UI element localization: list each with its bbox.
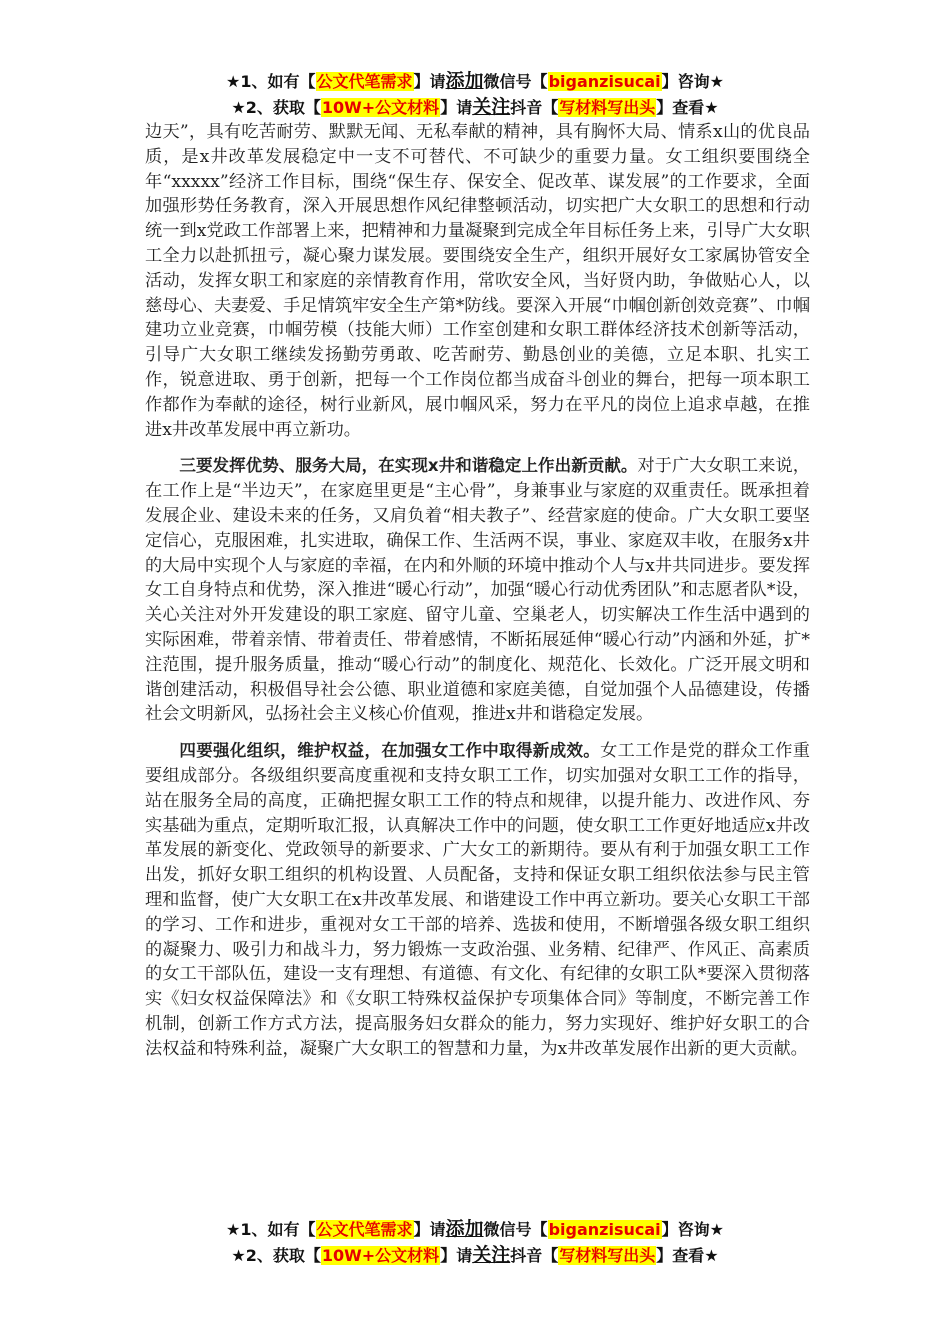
- banner-text: 微信号【: [483, 72, 548, 91]
- banner-text: ★2、获取【: [231, 1246, 321, 1265]
- banner-text: 】请: [440, 98, 473, 117]
- banner-text: 】请: [413, 72, 446, 91]
- document-body: [145, 120, 810, 1061]
- banner-text: 微信号【: [483, 1220, 548, 1239]
- banner-text: ★1、如有【: [226, 1220, 316, 1239]
- paragraph-2-lead: 三要发挥优势、服务大局，在实现x井和谐稳定上作出新贡献。: [179, 456, 638, 476]
- paragraph-3-text: 女工工作是党的群众工作重要组成部分。各级组织要高度重视和支持女职工工作，切实加强对女职工工作的指导，站在服务全局的高度，正确把握女职工工作的特点和规律，以提升能力、改进作风、夯实基础为重点，定期听取汇报，认真解决工作中的问题，使女职工工作更好地适应x井改革发展的新变化、党政领导的新要求、广大女工的新期待。要从有利于加强女职工工作出发，抓好女职工组织的机构设置、人员配备，支持和保证女职工组织依法参与民主管理和监督，使广大女职工在x井改革发展、和谐建设工作中再立新功。要关心女职工干部的学习、工作和进步，重视对女工干部的培养、选拔和使用，不断增强各级女职工组织的凝聚力、吸引力和战斗力，努力锻炼一支政治强、业务精、纪律严、作风正、高素质的女工干部队伍，建设一支有理想、有道德、有文化、有纪律的女职工队*要深入贯彻落实《妇女权益保障法》和《女职工特殊权益保护专项集体合同》等制度，不断完善工作机制，创新工作方式方法，提高服务妇女群众的能力，努力实现好、维护好女职工的合法权益和特殊利益，凝聚广大女职工的智慧和力量，为x井改革发展作出新的更大贡献。: [145, 741, 810, 1059]
- paragraph-3-lead: 四要强化组织，维护权益，在加强女工作中取得新成效。: [179, 741, 601, 761]
- banner-text: 抖音【: [510, 98, 559, 117]
- banner-text: 】咨询★: [661, 72, 724, 91]
- banner-highlight-douyin: 写材料写出头: [559, 98, 656, 117]
- banner-highlight-materials: 10W+公文材料: [321, 1246, 440, 1265]
- banner-highlight-wechat-id: biganzisucai: [548, 1220, 661, 1239]
- banner-highlight-wechat-id: biganzisucai: [548, 72, 661, 91]
- banner-text: 抖音【: [510, 1246, 559, 1265]
- banner-emphasis: 添加: [445, 70, 484, 92]
- banner-text: ★1、如有【: [226, 72, 316, 91]
- paragraph-3: [145, 739, 810, 1061]
- banner-highlight-service: 公文代笔需求: [316, 72, 413, 91]
- paragraph-1: 边天”，具有吃苦耐劳、默默无闻、无私奉献的精神，具有胸怀大局、情系x山的优良品质，是x井改革发展稳定中一支不可替代、不可缺少的重要力量。女工组织要围绕全年“xxxxx”经济工作目标，围绕“保生存、保安全、促改革、谋发展”的工作要求，全面加强形势任务教育，深入开展思想作风纪律整顿活动，切实把广大女职工的思想和行动统一到x党政工作部署上来，把精神和力量凝聚到完成全年目标任务上来，引导广大女职工全力以赴抓扭亏，凝心聚力谋发展。要围绕安全生产，组织开展好女工家属协管安全活动，发挥女职工和家庭的亲情教育作用，常吹安全风，当好贤内助，争做贴心人，以慈母心、夫妻爱、手足情筑牢安全生产第*防线。要深入开展“巾帼创新创效竞赛”、巾帼建功立业竞赛，巾帼劳模（技能大师）工作室创建和女职工群体经济技术创新等活动，引导广大女职工继续发扬勤劳勇敢、吃苦耐劳、勤恳创业的美德，立足本职、扎实工作，锐意进取、勇于创新，把每一个工作岗位都当成奋斗创业的舞台，把每一项本职工作都作为奉献的途径，树行业新风，展巾帼风采，努力在平凡的岗位上追求卓越，在推进x井改革发展中再立新功。: [145, 122, 810, 440]
- paragraph-2: [145, 454, 810, 727]
- banner-emphasis: 添加: [445, 1218, 484, 1240]
- top-banner-line-2: [0, 94, 950, 121]
- banner-emphasis: 关注: [472, 96, 511, 118]
- banner-text: ★2、获取【: [231, 98, 321, 117]
- banner-highlight-service: 公文代笔需求: [316, 1220, 413, 1239]
- top-banner-line-1: [0, 68, 950, 95]
- banner-text: 】查看★: [656, 98, 719, 117]
- banner-highlight-douyin: 写材料写出头: [559, 1246, 656, 1265]
- bottom-banner-line-2: [0, 1242, 950, 1269]
- banner-text: 】查看★: [656, 1246, 719, 1265]
- banner-text: 】请: [413, 1220, 446, 1239]
- bottom-banner-line-1: [0, 1216, 950, 1243]
- banner-highlight-materials: 10W+公文材料: [321, 98, 440, 117]
- banner-text: 】请: [440, 1246, 473, 1265]
- banner-emphasis: 关注: [472, 1244, 511, 1266]
- paragraph-2-text: 对于广大女职工来说，在工作上是“半边天”，在家庭里更是“主心骨”，身兼事业与家庭的双重责任。既承担着发展企业、建设未来的任务，又肩负着“相夫教子”、经营家庭的使命。广大女职工要坚定信心，克服困难，扎实进取，确保工作、生活两不误，事业、家庭双丰收，在服务x井的大局中实现个人与家庭的幸福，在内和外顺的环境中推动个人与x井共同进步。要发挥女工自身特点和优势，深入推进“暖心行动”，加强“暖心行动优秀团队”和志愿者队*设，关心关注对外开发建设的职工家庭、留守儿童、空巢老人，切实解决工作生活中遇到的实际困难，带着亲情、带着责任、带着感情，不断拓展延伸“暖心行动”内涵和外延，扩*注范围，提升服务质量，推动“暖心行动”的制度化、规范化、长效化。广泛开展文明和谐创建活动，积极倡导社会公德、职业道德和家庭美德，自觉加强个人品德建设，传播社会文明新风，弘扬社会主义核心价值观，推进x井和谐稳定发展。: [145, 456, 810, 725]
- banner-text: 】咨询★: [661, 1220, 724, 1239]
